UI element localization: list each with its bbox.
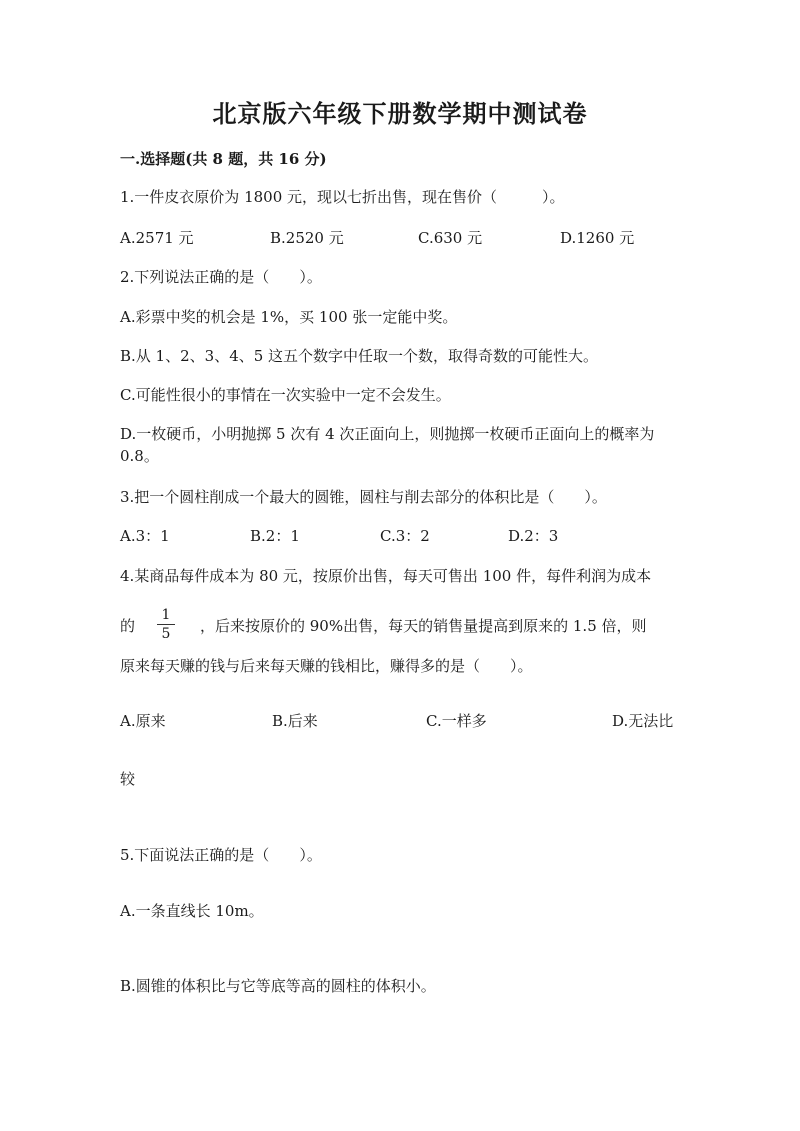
question-4-stem-line3: 原来每天赚的钱与后来每天赚的钱相比，赚得多的是（ ）。 — [120, 657, 533, 675]
question-4-option-a[interactable]: A.原来 — [120, 712, 166, 730]
question-2-option-a[interactable]: A.彩票中奖的机会是 1%，买 100 张一定能中奖。 — [120, 308, 458, 326]
section-heading: 一.选择题(共 8 题，共 16 分) — [120, 150, 327, 168]
fraction-one-fifth — [155, 607, 177, 642]
fraction-denominator: 5 — [161, 626, 171, 642]
question-5-option-b[interactable]: B.圆锥的体积比与它等底等高的圆柱的体积小。 — [120, 977, 436, 995]
question-4-option-d[interactable]: D.无法比 — [612, 712, 674, 730]
fraction-bar — [157, 624, 175, 625]
question-3-option-c[interactable]: C.3：2 — [380, 527, 430, 545]
question-3-option-a[interactable]: A.3：1 — [120, 527, 170, 545]
question-4-option-b[interactable]: B.后来 — [272, 712, 318, 730]
question-2-option-b[interactable]: B.从 1、2、3、4、5 这五个数字中任取一个数，取得奇数的可能性大。 — [120, 347, 599, 365]
question-4-stem-line1: 4.某商品每件成本为 80 元，按原价出售，每天可售出 100 件，每件利润为成本 — [120, 567, 652, 585]
question-3-option-b[interactable]: B.2：1 — [250, 527, 300, 545]
question-2-option-c[interactable]: C.可能性很小的事情在一次实验中一定不会发生。 — [120, 386, 451, 404]
question-5-stem: 5.下面说法正确的是（ ）。 — [120, 846, 322, 864]
page-title: 北京版六年级下册数学期中测试卷 — [212, 99, 588, 128]
question-4-stem-line2-before: 的 — [120, 617, 136, 635]
question-3-option-d[interactable]: D.2：3 — [508, 527, 559, 545]
question-4-option-c[interactable]: C.一样多 — [426, 712, 487, 730]
fraction-numerator: 1 — [161, 607, 171, 623]
question-1-option-d[interactable]: D.1260 元 — [560, 229, 635, 247]
question-4-option-d-overflow: 较 — [120, 770, 136, 788]
question-3-stem: 3.把一个圆柱削成一个最大的圆锥，圆柱与削去部分的体积比是（ ）。 — [120, 488, 607, 506]
question-1-option-a[interactable]: A.2571 元 — [120, 229, 194, 247]
question-1-option-b[interactable]: B.2520 元 — [270, 229, 344, 247]
question-2-stem: 2.下列说法正确的是（ ）。 — [120, 268, 322, 286]
question-2-option-d[interactable]: D.一枚硬币，小明抛掷 5 次有 4 次正面向上，则抛掷一枚硬币正面向上的概率为 0.8。 — [120, 425, 655, 465]
question-1-stem: 1.一件皮衣原价为 1800 元，现以七折出售，现在售价（ ）。 — [120, 188, 565, 206]
question-4-stem-line2-after: ，后来按原价的 90%出售，每天的销售量提高到原来的 1.5 倍，则 — [200, 617, 647, 635]
question-1-option-c[interactable]: C.630 元 — [418, 229, 483, 247]
question-5-option-a[interactable]: A.一条直线长 10m。 — [120, 902, 264, 920]
